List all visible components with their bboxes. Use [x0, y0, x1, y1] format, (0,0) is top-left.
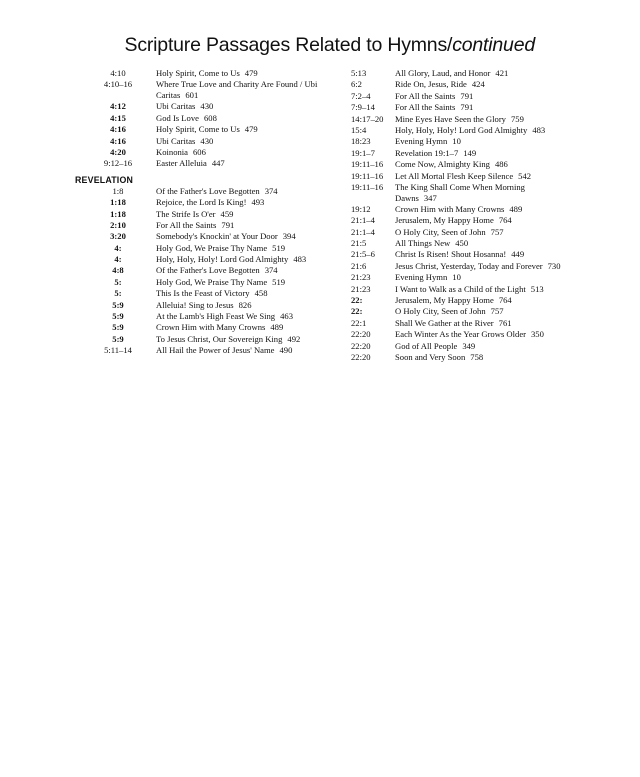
hymn-title: O Holy City, Seen of John — [395, 226, 486, 237]
hymn-entry — [395, 215, 563, 226]
hymn-entry — [395, 341, 563, 352]
hymn-number: 730 — [547, 260, 561, 271]
scripture-entry — [80, 311, 336, 322]
hymn-number: 458 — [254, 288, 268, 299]
hymn-title: Of the Father's Love Begotten — [156, 265, 260, 276]
scripture-entry — [80, 147, 336, 158]
right-entries-list — [351, 68, 563, 363]
hymn-title: Holy Spirit, Come to Us — [156, 68, 240, 78]
scripture-entry — [80, 300, 336, 311]
hymn-entry — [156, 243, 336, 254]
hymn-number: 349 — [462, 340, 476, 351]
hymn-entry — [395, 182, 563, 203]
hymn-entry — [395, 295, 563, 306]
scripture-reference: 5:9 — [112, 299, 124, 310]
hymn-number: 493 — [251, 197, 265, 208]
hymn-title: I Want to Walk as a Child of the Light — [395, 283, 526, 294]
hymn-title: All Things New — [395, 238, 451, 249]
hymn-entry — [156, 101, 336, 112]
scripture-reference: 1:18 — [110, 208, 126, 219]
hymn-title: O Holy City, Seen of John — [395, 306, 486, 317]
scripture-entry — [351, 306, 563, 317]
scripture-reference: 5: — [114, 276, 122, 287]
scripture-reference: 22: — [351, 306, 363, 317]
hymn-title: Ubi Caritas — [156, 135, 196, 146]
scripture-entry — [351, 329, 563, 340]
hymn-number: 542 — [518, 170, 532, 181]
hymn-title: Holy, Holy, Holy! Lord God Almighty — [395, 124, 528, 135]
hymn-entry — [395, 125, 563, 136]
page-title-continued: continued — [452, 34, 535, 56]
scripture-reference: 15:4 — [351, 124, 367, 135]
hymn-title: For All the Saints — [395, 102, 456, 113]
section-label-revelation: REVELATION — [75, 174, 134, 185]
hymn-number: 430 — [200, 101, 214, 112]
hymn-number: 374 — [264, 185, 278, 196]
hymn-number: 483 — [293, 254, 307, 265]
hymn-title: Jesus Christ, Yesterday, Today and Forever — [395, 260, 543, 271]
scripture-entry — [80, 345, 336, 356]
scripture-entry — [351, 227, 563, 238]
scripture-entry — [351, 295, 563, 306]
hymn-title: Let All Mortal Flesh Keep Silence — [395, 170, 514, 181]
hymn-title: Holy, Holy, Holy! Lord God Almighty — [156, 254, 289, 265]
scripture-reference: 5:9 — [112, 322, 124, 333]
scripture-entry — [351, 171, 563, 182]
scripture-entry — [351, 318, 563, 329]
hymn-title: Where True Love and Charity Are Found / Ubi Caritas — [156, 79, 318, 100]
hymn-entry — [156, 254, 336, 265]
hymn-number: 347 — [423, 192, 437, 203]
hymn-number: 608 — [203, 112, 217, 123]
top-entries-list — [80, 68, 336, 169]
hymn-entry — [395, 159, 563, 170]
hymn-number: 10 — [452, 136, 461, 147]
scripture-entry — [351, 249, 563, 260]
hymn-number: 757 — [490, 226, 504, 237]
scripture-entry — [351, 204, 563, 215]
scripture-entry — [80, 124, 336, 135]
hymn-number: 490 — [279, 345, 293, 356]
hymn-number: 463 — [280, 311, 293, 322]
hymn-title: Ride On, Jesus, Ride — [395, 79, 467, 90]
hymn-title: Revelation 19:1–7 — [395, 147, 459, 158]
hymn-title: Mine Eyes Have Seen the Glory — [395, 113, 506, 124]
hymn-entry — [395, 102, 563, 113]
hymn-entry — [395, 79, 563, 90]
hymn-entry — [156, 345, 336, 356]
hymn-title: The King Shall Come When Morning Dawns — [395, 181, 525, 203]
hymn-title: God Is Love — [156, 112, 199, 123]
scripture-entry — [80, 186, 336, 197]
hymn-entry — [156, 265, 336, 276]
scripture-entry — [80, 158, 336, 169]
hymn-entry — [156, 322, 336, 333]
scripture-entry — [80, 136, 336, 147]
hymn-title: Come Now, Almighty King — [395, 159, 490, 170]
hymn-title: Evening Hymn — [395, 272, 448, 283]
hymn-title: Soon and Very Soon — [395, 351, 466, 362]
hymn-number: 764 — [498, 215, 512, 226]
scripture-reference: 6:2 — [351, 79, 362, 90]
hymn-number: 459 — [220, 208, 234, 219]
hymn-title: The Strife Is O'er — [156, 208, 216, 219]
hymn-entry — [156, 136, 336, 147]
scripture-reference: 21:6 — [351, 260, 367, 271]
hymn-entry — [395, 91, 563, 102]
hymn-number: 449 — [511, 249, 525, 260]
hymn-entry — [156, 186, 336, 197]
hymn-number: 759 — [510, 113, 524, 124]
hymn-entry — [156, 197, 336, 208]
hymn-entry — [395, 272, 563, 283]
hymn-number: 350 — [531, 329, 544, 340]
hymn-number: 492 — [287, 333, 301, 344]
hymn-entry — [156, 158, 336, 169]
hymn-title: All Hail the Power of Jesus' Name — [156, 345, 275, 356]
hymn-number: 764 — [498, 295, 512, 306]
scripture-reference: 4:16 — [110, 124, 126, 135]
scripture-reference: 22: — [351, 295, 363, 306]
scripture-reference: 22:1 — [351, 317, 367, 328]
scripture-entry — [80, 231, 336, 242]
scripture-entry — [351, 284, 563, 295]
hymn-number: 479 — [244, 124, 258, 135]
hymn-title: This Is the Feast of Victory — [156, 288, 250, 299]
scripture-entry — [80, 101, 336, 112]
hymn-entry — [395, 68, 563, 79]
hymn-entry — [395, 284, 563, 295]
scripture-entry — [80, 277, 336, 288]
scripture-reference: 9:12–16 — [103, 158, 133, 169]
hymn-number: 791 — [221, 219, 235, 230]
scripture-entry — [351, 102, 563, 113]
scripture-entry — [80, 68, 336, 79]
hymn-entry — [156, 288, 336, 299]
hymn-entry — [156, 220, 336, 231]
hymn-number: 513 — [530, 283, 544, 294]
scripture-reference: 4:20 — [110, 146, 126, 157]
scripture-reference: 2:10 — [110, 219, 126, 230]
scripture-reference: 4:8 — [112, 265, 124, 276]
hymn-title: For All the Saints — [156, 219, 217, 230]
hymn-number: 606 — [192, 146, 206, 157]
scripture-reference: 19:12 — [351, 203, 371, 214]
scripture-entry — [80, 288, 336, 299]
hymn-number: 447 — [211, 158, 225, 169]
scripture-reference: 21:1–4 — [351, 215, 375, 226]
hymn-entry — [395, 249, 563, 260]
scripture-reference: 5:11–14 — [104, 345, 132, 356]
hymn-entry — [156, 124, 336, 135]
hymn-entry — [395, 329, 563, 340]
hymn-entry — [395, 261, 563, 272]
hymn-number: 519 — [272, 276, 286, 287]
hymn-title: At the Lamb's High Feast We Sing — [156, 311, 276, 322]
hymn-title: All Glory, Laud, and Honor — [395, 68, 491, 78]
revelation-entries-list — [80, 186, 336, 356]
hymn-number: 489 — [509, 203, 523, 214]
scripture-entry — [351, 136, 563, 147]
scripture-entry — [80, 113, 336, 124]
hymn-number: 394 — [282, 231, 296, 242]
hymn-entry — [156, 334, 336, 345]
scripture-reference: 5: — [114, 288, 122, 299]
scripture-reference: 3:20 — [110, 231, 126, 242]
hymn-entry — [156, 79, 336, 100]
hymn-entry — [395, 148, 563, 159]
hymn-title: Shall We Gather at the River — [395, 317, 494, 328]
scripture-reference: 19:11–16 — [351, 181, 384, 192]
hymn-entry — [395, 352, 563, 363]
scripture-reference: 5:13 — [351, 68, 367, 78]
hymn-entry — [395, 306, 563, 317]
scripture-entry — [80, 220, 336, 231]
scripture-entry — [351, 148, 563, 159]
hymn-entry — [395, 171, 563, 182]
scripture-entry — [351, 68, 563, 79]
scripture-entry — [351, 182, 563, 203]
hymn-title: Jerusalem, My Happy Home — [395, 295, 494, 306]
scripture-reference: 22:20 — [351, 351, 371, 362]
scripture-reference: 4: — [114, 242, 122, 253]
hymn-number: 479 — [244, 68, 258, 78]
scripture-reference: 19:1–7 — [351, 147, 375, 158]
hymn-number: 761 — [498, 317, 512, 328]
hymn-entry — [395, 238, 563, 249]
hymn-entry — [156, 209, 336, 220]
hymn-entry — [156, 311, 336, 322]
hymn-title: Ubi Caritas — [156, 101, 196, 112]
scripture-entry — [351, 159, 563, 170]
scripture-reference: 7:9–14 — [351, 102, 375, 113]
hymn-entry — [156, 231, 336, 242]
scripture-reference: 21:5–6 — [351, 249, 375, 260]
scripture-reference: 5:9 — [112, 333, 124, 344]
scripture-entry — [351, 125, 563, 136]
hymn-entry — [395, 136, 563, 147]
hymn-title: Holy Spirit, Come to Us — [156, 124, 240, 135]
hymn-entry — [156, 113, 336, 124]
hymn-number: 450 — [455, 238, 469, 249]
scripture-entry — [80, 197, 336, 208]
hymn-number: 826 — [238, 299, 252, 310]
hymn-entry — [395, 204, 563, 215]
scripture-reference: 5:9 — [112, 311, 124, 322]
scripture-reference: 4:10–16 — [103, 79, 133, 90]
scripture-reference: 22:20 — [351, 329, 371, 340]
hymn-number: 374 — [264, 265, 278, 276]
hymn-entry — [156, 68, 336, 79]
scripture-entry — [80, 209, 336, 220]
scripture-reference: 19:11–16 — [351, 159, 384, 170]
hymn-number: 424 — [471, 79, 485, 90]
hymn-title: Christ Is Risen! Shout Hosanna! — [395, 249, 507, 260]
scripture-entry — [351, 79, 563, 90]
hymn-number: 10 — [452, 272, 461, 283]
scripture-entry — [351, 238, 563, 249]
hymn-number: 430 — [200, 135, 214, 146]
hymn-title: Evening Hymn — [395, 136, 448, 147]
scripture-reference: 1:18 — [110, 197, 126, 208]
scripture-entry — [351, 114, 563, 125]
hymn-number: 758 — [470, 351, 484, 362]
hymn-entry — [156, 147, 336, 158]
hymn-title: Somebody's Knockin' at Your Door — [156, 231, 278, 242]
hymn-title: Of the Father's Love Begotten — [156, 185, 260, 196]
scripture-reference: 21:1–4 — [351, 226, 375, 237]
hymn-title: Jerusalem, My Happy Home — [395, 215, 494, 226]
scripture-entry — [80, 322, 336, 333]
hymn-number: 791 — [460, 102, 474, 113]
scripture-reference: 19:11–16 — [351, 170, 384, 181]
scripture-entry — [351, 341, 563, 352]
scripture-entry — [80, 254, 336, 265]
scripture-reference: 4:10 — [110, 68, 126, 78]
scripture-entry — [351, 261, 563, 272]
scripture-reference: 21:23 — [351, 283, 371, 294]
hymn-number: 519 — [272, 242, 286, 253]
hymn-entry — [395, 114, 563, 125]
hymn-number: 149 — [463, 147, 477, 158]
hymn-number: 486 — [494, 159, 508, 170]
scripture-entry — [80, 334, 336, 345]
scripture-reference: 1:8 — [112, 185, 124, 196]
hymn-title: To Jesus Christ, Our Sovereign King — [156, 333, 283, 344]
hymn-title: Holy God, We Praise Thy Name — [156, 242, 268, 253]
scripture-entry — [351, 91, 563, 102]
hymn-number: 757 — [490, 306, 504, 317]
scripture-reference: 7:2–4 — [351, 90, 371, 101]
scripture-entry — [80, 243, 336, 254]
hymn-title: For All the Saints — [395, 90, 456, 101]
scripture-reference: 14:17–20 — [351, 113, 384, 124]
hymn-number: 791 — [460, 90, 474, 101]
scripture-reference: 21:5 — [351, 238, 367, 249]
hymn-title: Crown Him with Many Crowns — [156, 322, 266, 333]
scripture-entry — [80, 265, 336, 276]
scripture-entry — [351, 272, 563, 283]
hymn-entry — [156, 300, 336, 311]
hymn-title: Crown Him with Many Crowns — [395, 203, 505, 214]
hymn-number: 601 — [185, 89, 199, 100]
hymn-title: Koinonia — [156, 146, 188, 157]
right-column — [351, 68, 563, 363]
hymn-number: 489 — [270, 322, 284, 333]
scripture-reference: 4:16 — [110, 135, 126, 146]
scripture-reference: 4: — [114, 254, 122, 265]
hymn-title: Rejoice, the Lord Is King! — [156, 197, 247, 208]
hymn-entry — [156, 277, 336, 288]
hymn-number: 483 — [532, 124, 546, 135]
scripture-entry — [351, 215, 563, 226]
scripture-reference: 21:23 — [351, 272, 371, 283]
left-column — [75, 68, 336, 357]
hymn-title: Alleluia! Sing to Jesus — [156, 299, 234, 310]
hymn-title: Each Winter As the Year Grows Older — [395, 329, 526, 340]
hymn-number: 421 — [495, 68, 509, 78]
hymn-title: Easter Alleluia — [156, 158, 207, 169]
hymn-title: Holy God, We Praise Thy Name — [156, 276, 268, 287]
scripture-reference: 22:20 — [351, 340, 371, 351]
scripture-reference: 4:12 — [110, 101, 126, 112]
page-title — [0, 34, 535, 57]
page-title-main: Scripture Passages Related to Hymns/ — [124, 34, 453, 56]
scripture-entry — [80, 79, 336, 100]
hymn-entry — [395, 318, 563, 329]
scripture-reference: 18:23 — [351, 136, 371, 147]
scripture-reference: 4:15 — [110, 112, 126, 123]
hymn-title: God of All People — [395, 340, 458, 351]
hymn-entry — [395, 227, 563, 238]
scripture-entry — [351, 352, 563, 363]
